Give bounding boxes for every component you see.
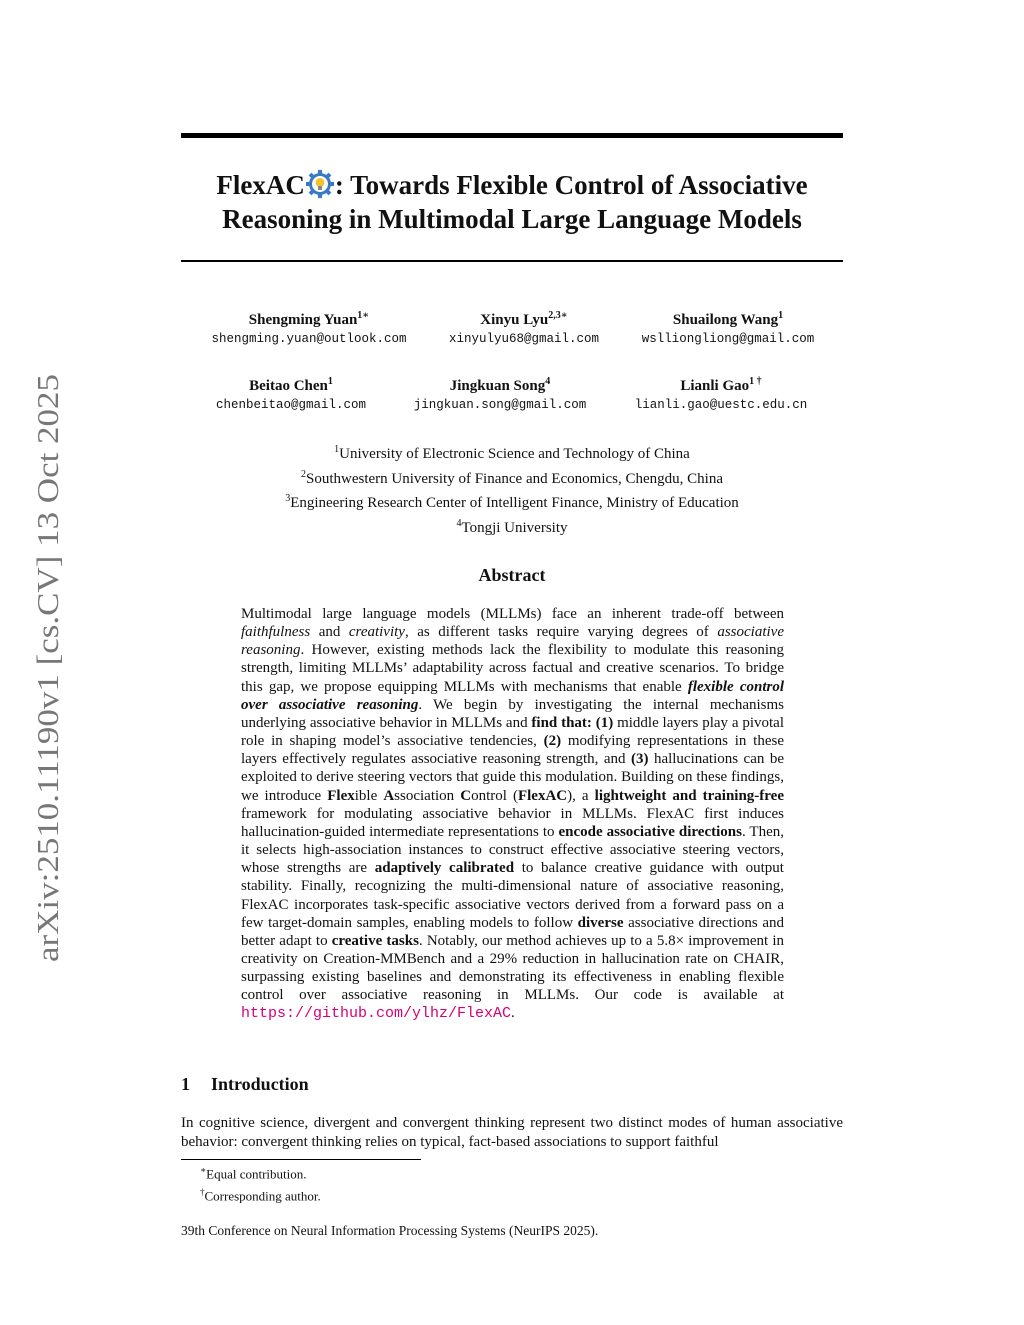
- abstract-heading: Abstract: [478, 565, 546, 585]
- footnote: †Corresponding author.: [200, 1187, 321, 1204]
- author-email[interactable]: jingkuan.song@gmail.com: [413, 398, 587, 412]
- author-marks: 4: [545, 376, 551, 387]
- author-block: [608, 306, 848, 348]
- author-name: Jingkuan Song: [449, 378, 546, 394]
- footnote-rule: [181, 1159, 421, 1160]
- title-name: FlexAC: [216, 170, 305, 200]
- author-name: Shengming Yuan: [248, 312, 358, 328]
- author-name: Xinyu Lyu: [480, 312, 549, 328]
- author-block: [601, 372, 841, 414]
- flexac-logo-icon: [305, 169, 335, 199]
- paper-title: [181, 168, 843, 236]
- code-link[interactable]: https://github.com/ylhz/FlexAC: [241, 1005, 512, 1023]
- author-email[interactable]: wslliongliong@gmail.com: [641, 332, 815, 346]
- author-marks: 1: [327, 376, 333, 387]
- title-bottom-rule: [181, 260, 843, 262]
- arxiv-stamp: [16, 372, 76, 962]
- footnotes: [200, 1161, 321, 1206]
- affiliation-line: $^2$Southwestern University of Finance and Economics, Chengdu, China: [300, 468, 723, 487]
- author-block: [380, 372, 620, 414]
- affiliation-line: $^3$Engineering Research Center of Intelligent Finance, Ministry of Education: [285, 493, 739, 511]
- author-name: Beitao Chen: [249, 378, 328, 394]
- section-number: 1: [181, 1074, 190, 1094]
- author-name: Lianli Gao: [680, 378, 750, 394]
- section-heading-introduction: [181, 1074, 309, 1095]
- author-email[interactable]: xinyulyu68@gmail.com: [448, 332, 600, 346]
- author-name: Shuailong Wang: [672, 312, 779, 328]
- affiliation-line: $^1$University of Electronic Science and Technology of China: [334, 444, 690, 462]
- author-marks: 1 †: [749, 376, 762, 387]
- author-block: [171, 372, 411, 414]
- footnote: ∗Equal contribution.: [200, 1165, 307, 1182]
- author-marks: 1: [778, 310, 784, 321]
- author-marks: 2,3∗: [548, 310, 568, 321]
- affiliation-line: $^4$Tongji University: [456, 517, 568, 536]
- title-line1-rest: : Towards Flexible Control of Associative: [334, 170, 808, 200]
- title-line2: Reasoning in Multimodal Large Language Models: [222, 204, 802, 234]
- author-email[interactable]: chenbeitao@gmail.com: [215, 398, 367, 412]
- author-block: [189, 306, 429, 348]
- author-marks: 1∗: [357, 310, 370, 321]
- section-title: Introduction: [211, 1074, 309, 1094]
- abstract-body: Multimodal large language models (MLLMs) face an inherent trade-off between faithfulness and creativity, as different tasks require varying degrees of associative reasoning. However, existing methods lack the flexibility to modulate this reasoning strength, limiting MLLMs’ adaptability across factual and creative scenarios. To bridge this gap, we propose equipping MLLMs with mechanisms that enable flexible control over associative reasoning. We begin by investigating the internal mechanisms underlying associative behavior in MLLMs and find that: (1) middle layers play a pivotal role in shaping model’s associative tendencies, (2) modifying representations in these layers effectively regulates associative reasoning strength, and (3) hallucinations can be exploited to derive steering vectors that guide this modulation. Building on these findings, we introduce Flexible Association Control (FlexAC), a lightweight and training-free framework for modulating associative behavior in MLLMs. FlexAC first induces hallucination-guided intermediate representations to encode associative directions. Then, it selects high-association instances to construct effective associative steering vectors, whose strengths are adaptively calibrated to balance creative guidance with output stability. Finally, recognizing the multi-dimensional nature of associative reasoning, FlexAC incorporates task-specific associative vectors derived from a forward pass on a few target-domain samples, enabling models to follow diverse associative directions and better adapt to creative tasks. Notably, our method achieves up to a 5.8× improvement in creativity on Creation-MMBench and a 29% reduction in hallucination rate on CHAIR, surpassing existing baselines and demonstrating its effectiveness in enabling flexible control over associative reasoning in MLLMs. Our code is available at https://github.com/ylhz/FlexAC.: [241, 606, 785, 1023]
- author-email[interactable]: shengming.yuan@outlook.com: [211, 332, 407, 346]
- arxiv-stamp-text: arXiv:2510.11190v1 [cs.CV] 13 Oct 2025: [30, 440, 65, 962]
- author-email[interactable]: lianli.gao@uestc.edu.cn: [634, 398, 808, 412]
- affiliations: [181, 440, 843, 538]
- venue-footer: 39th Conference on Neural Information Processing Systems (NeurIPS 2025).: [181, 1223, 599, 1238]
- intro-paragraph: In cognitive science, divergent and convergent thinking represent two distinct modes of human associative behavior: convergent thinking relies on typical, fact-based associations to support faithful: [181, 1115, 843, 1150]
- title-top-rule: [181, 133, 843, 138]
